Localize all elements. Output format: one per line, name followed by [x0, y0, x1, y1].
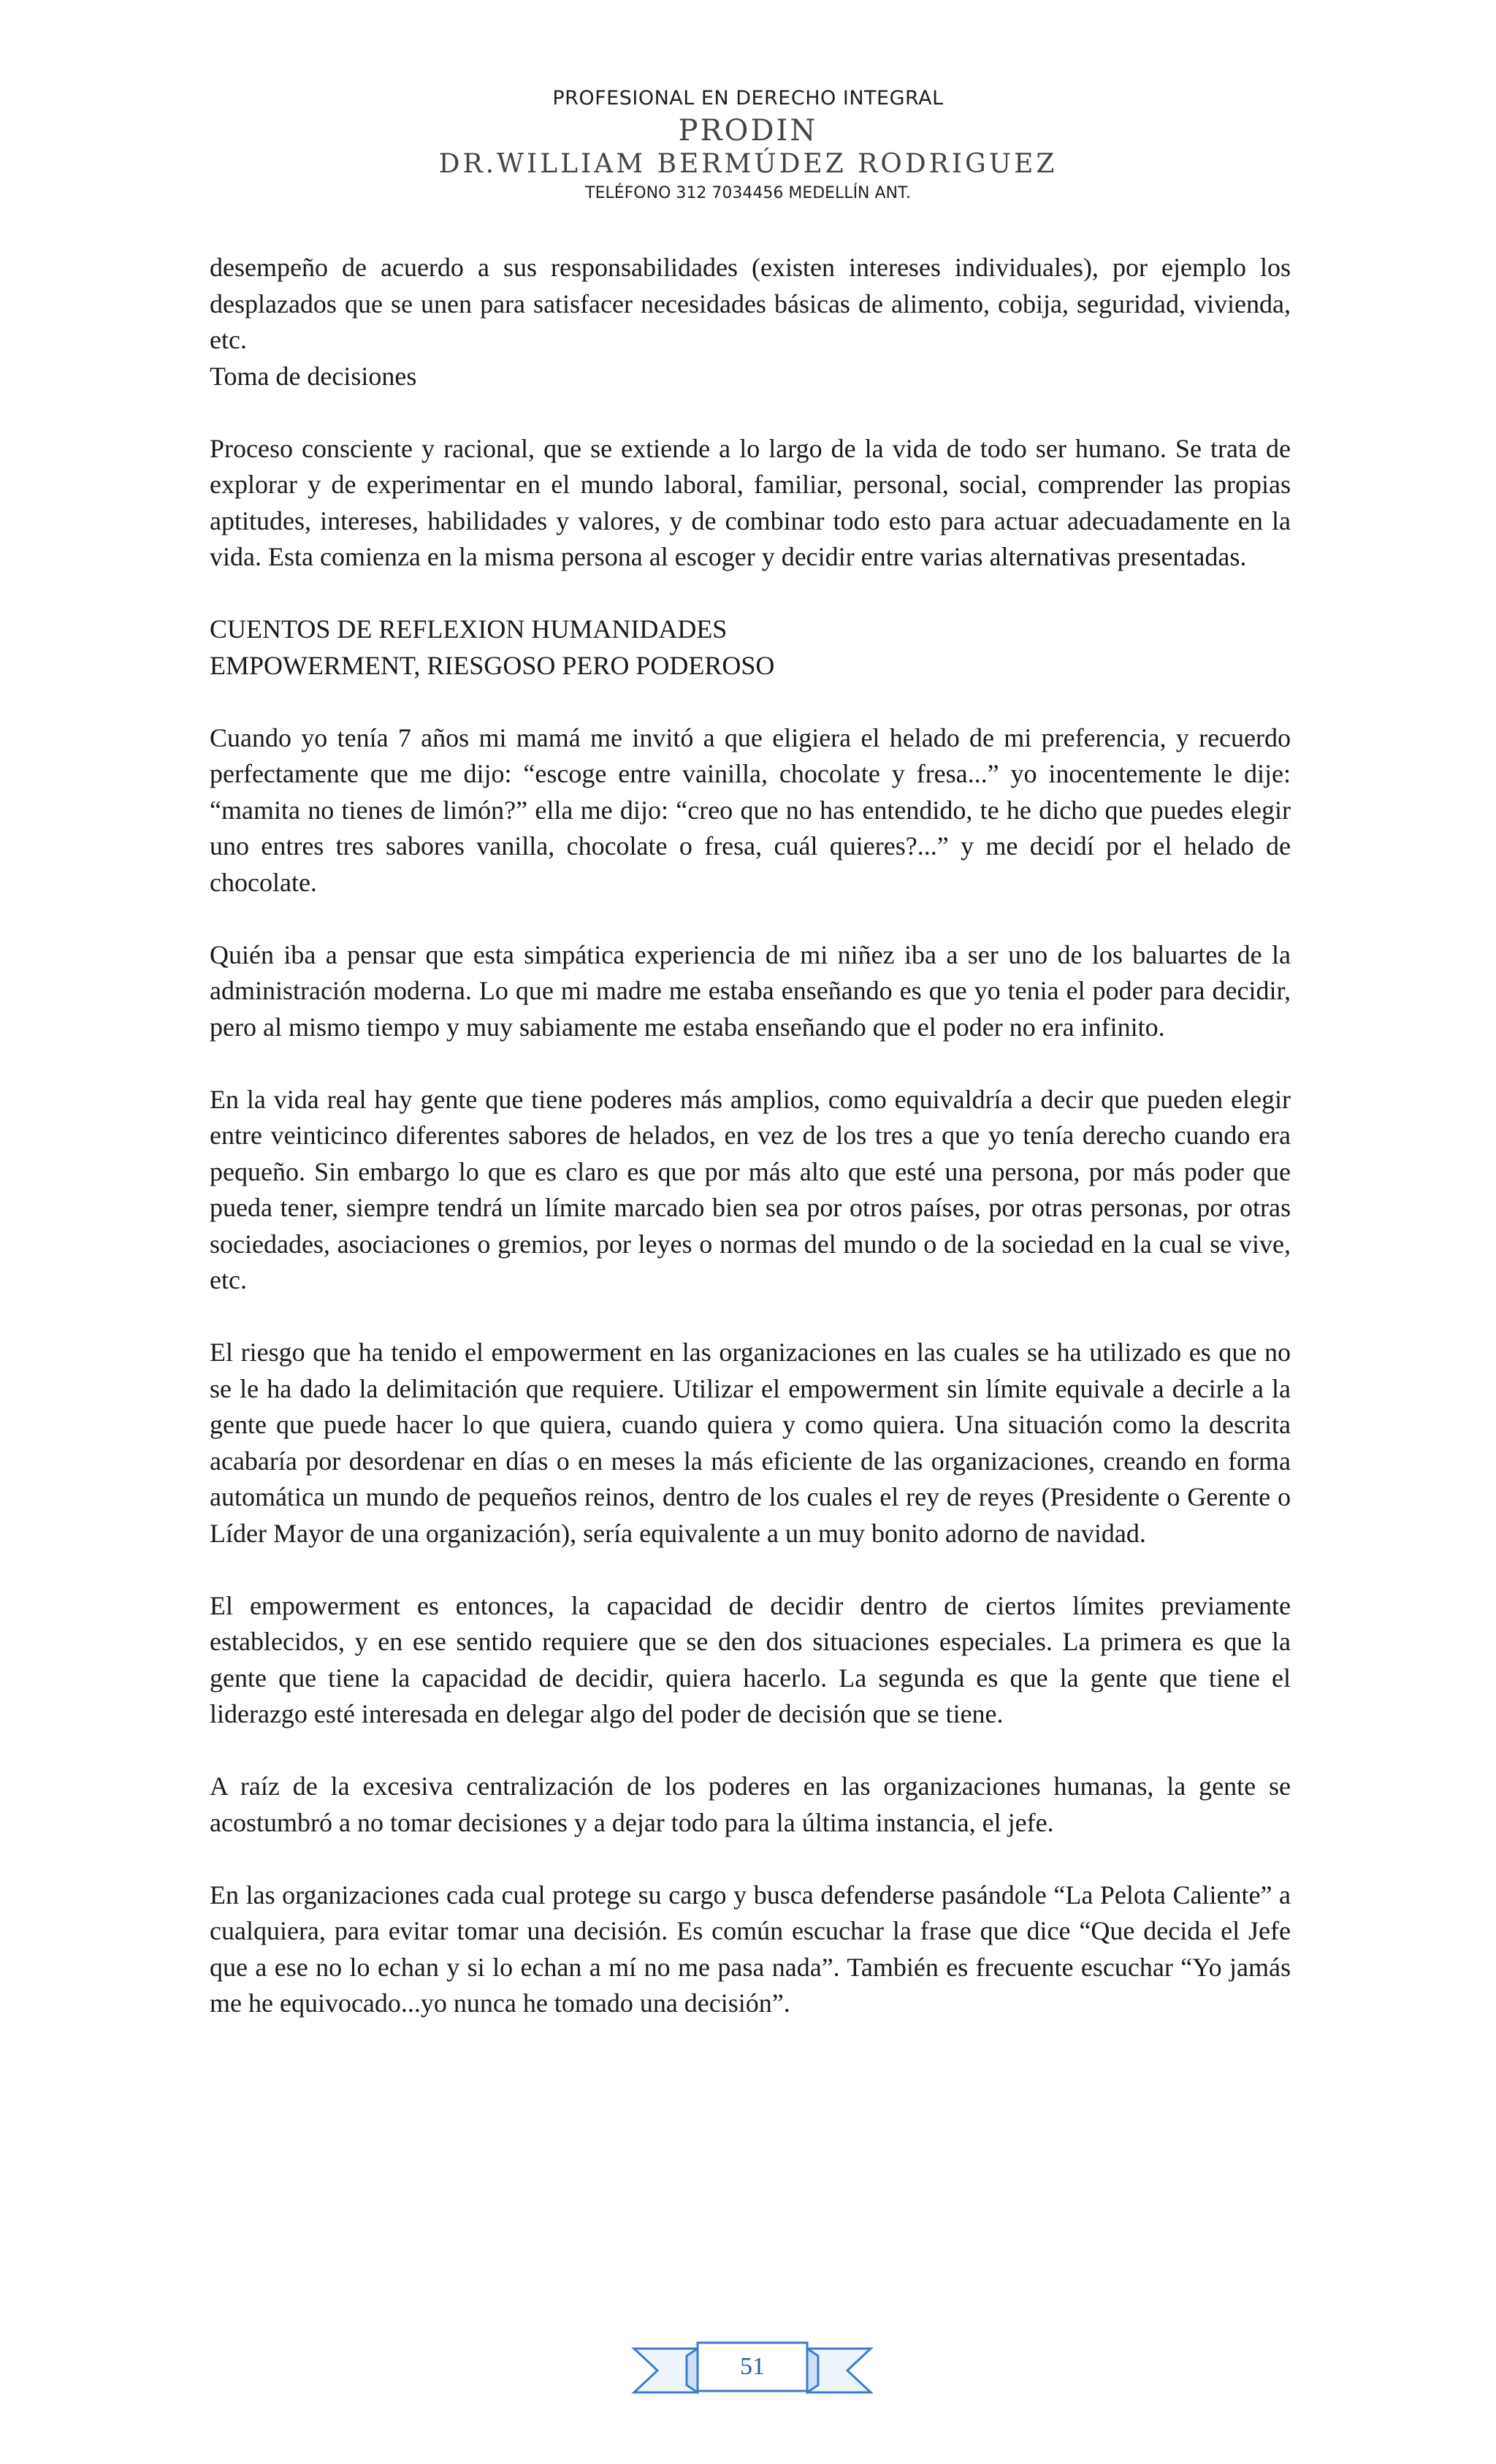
paragraph: En la vida real hay gente que tiene poderes más amplios, como equivaldría a decir que pueden elegir entre veinticinco diferentes sabores de helados, en vez de los tres a que yo tenía derecho cuando era pequeño. Sin embargo lo que es claro es que por más alto que esté una persona, por más poder que pueda tener, siempre tendrá un límite marcado bien sea por otros países, por otras personas, por otras sociedades, asociaciones o gremios, por leyes o normas del mundo o de la sociedad en la cual se vive, etc.	[210, 1084, 1291, 1294]
paragraph: Proceso consciente y racional, que se extiende a lo largo de la vida de todo ser humano. Se trata de explorar y de experimentar en el mundo laboral, familiar, personal, social, comprender las propias aptitudes, intereses, habilidades y valores, y de combinar todo esto para actuar adecuadamente en la vida. Esta comienza en la misma persona al escoger y decidir entre varias alternativas presentadas.	[210, 433, 1291, 571]
section-title: Toma de decisiones	[210, 361, 417, 391]
paragraph: El riesgo que ha tenido el empowerment en las organizaciones en las cuales se ha utilizado es que no se le ha dado la delimitación que requiere. Utilizar el empowerment sin límite equivale a decirle a la gente que puede hacer lo que quiera, cuando quiera y como quiera. Una situación como la descrita acabaría por desordenar en días o en meses la más eficiente de las organizaciones, creando en forma automática un mundo de pequeños reinos, dentro de los cuales el rey de reyes (Presidente o Gerente o Líder Mayor de una organización), sería equivalente a un muy bonito adorno de navidad.	[210, 1338, 1291, 1548]
header-author: DR.WILLIAM BERMÚDEZ RODRIGUEZ	[438, 149, 1058, 179]
paragraph: desempeño de acuerdo a sus responsabilidades (existen intereses individuales), por ejemplo los desplazados que se unen para satisfacer necesidades básicas de alimento, cobija, seguridad, vivienda, etc.	[210, 253, 1291, 354]
page-number: 51	[740, 2353, 765, 2380]
paragraph: El empowerment es entonces, la capacidad de decidir dentro de ciertos límites previamente establecidos, y en ese sentido requiere que se den dos situaciones especiales. La primera es que la gente que tiene la capacidad de decidir, quiera hacerlo. La segunda es que la gente que tiene el liderazgo esté interesada en delegar algo del poder de decisión que se tiene.	[210, 1590, 1291, 1728]
header-contact: TELÉFONO 312 7034456 MEDELLÍN ANT.	[585, 184, 911, 202]
page-body	[210, 250, 1291, 2058]
paragraph: Quién iba a pensar que esta simpática experiencia de mi niñez iba a ser uno de los baluartes de la administración moderna. Lo que mi madre me estaba enseñando es que yo tenia el poder para decidir, pero al mismo tiempo y muy sabiamente me estaba enseñando que el poder no era infinito.	[210, 939, 1291, 1042]
section-heading: CUENTOS DE REFLEXION HUMANIDADES	[210, 614, 728, 644]
header-brand: PRODIN	[678, 114, 818, 148]
page-header	[0, 86, 1496, 205]
header-profession: PROFESIONAL EN DERECHO INTEGRAL	[552, 87, 944, 110]
story-title: EMPOWERMENT, RIESGOSO PERO PODEROSO	[210, 650, 775, 680]
paragraph: En las organizaciones cada cual protege su cargo y busca defenderse pasándole “La Pelota Caliente” a cualquiera, para evitar tomar una decisión. Es común escuchar la frase que dice “Que decida el Jefe que a ese no lo echan y si lo echan a mí no me pasa nada”. También es frecuente escuchar “Yo jamás me he equivocado...yo nunca he tomado una decisión”.	[210, 1880, 1291, 2018]
paragraph: Cuando yo tenía 7 años mi mamá me invitó a que eligiera el helado de mi preferencia, y recuerdo perfectamente que me dijo: “escoge entre vainilla, chocolate y fresa...” yo inocentemente le dije: “mamita no tienes de limón?” ella me dijo: “creo que no has entendido, te he dicho que puedes elegir uno entres tres sabores vanilla, chocolate o fresa, cuál quieres?...” y me decidí por el helado de chocolate.	[210, 722, 1291, 897]
paragraph: A raíz de la excesiva centralización de los poderes en las organizaciones humanas, la gente se acostumbró a no tomar decisiones y a dejar todo para la última instancia, el jefe.	[210, 1771, 1291, 1837]
